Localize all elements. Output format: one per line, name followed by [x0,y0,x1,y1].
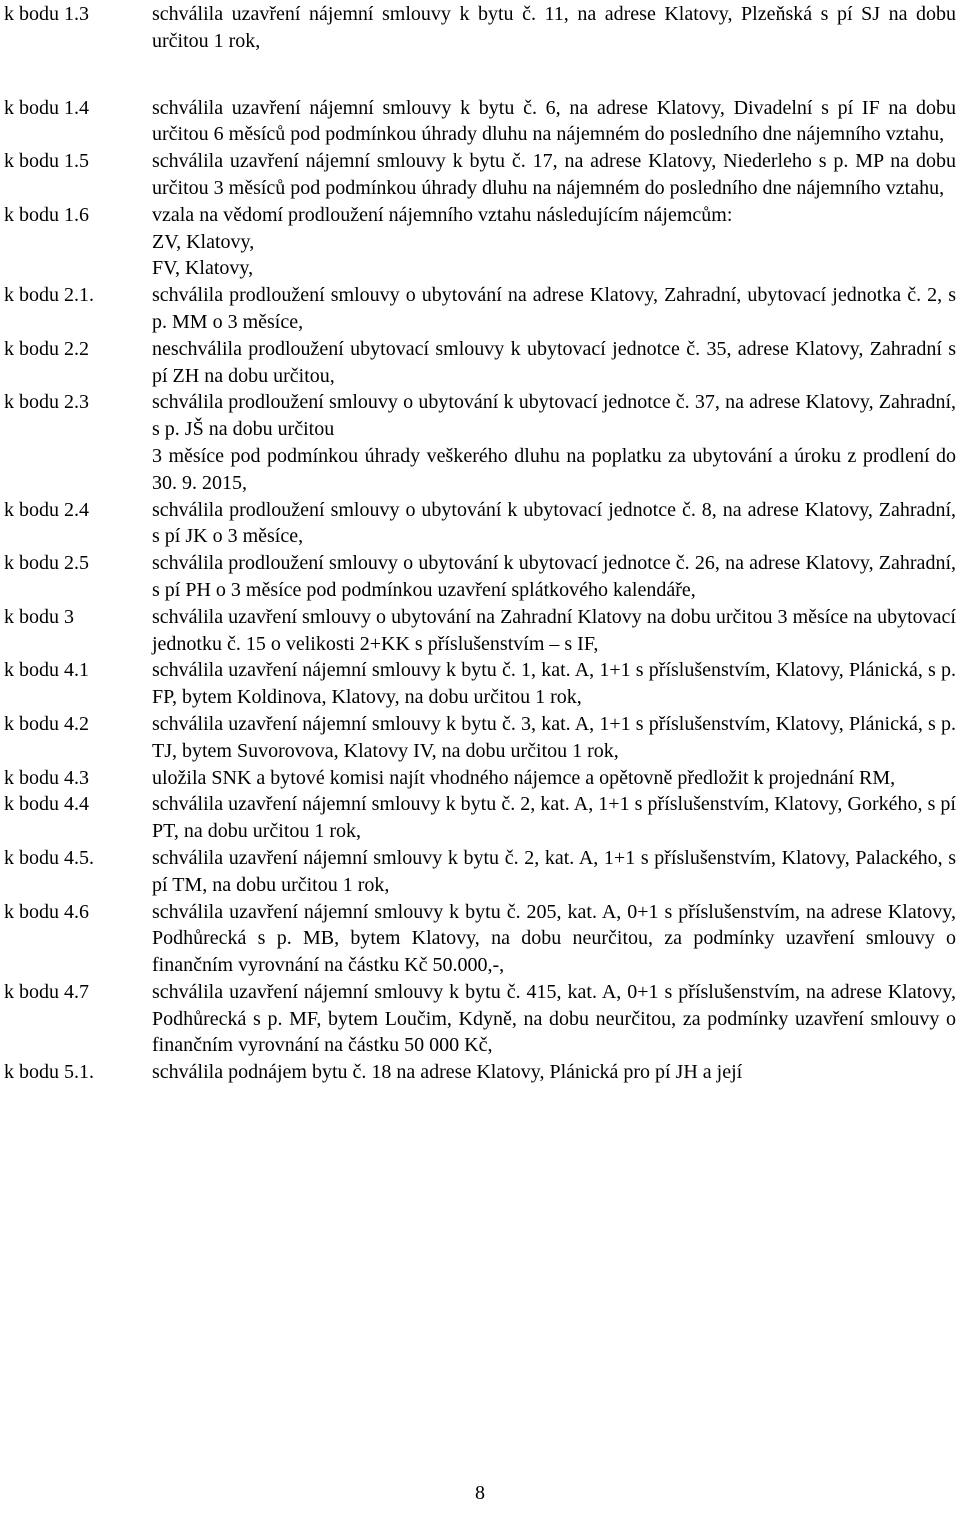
item-label: k bodu 1.3 [4,3,89,25]
item-label: k bodu 2.3 [4,391,89,414]
item-text: schválila uzavření nájemní smlouvy k bytu č. 3, kat. A, 1+1 s příslušenstvím, Klatovy, Plánická, s p. TJ, bytem Suvorovova, Klatovy IV, na dobu určitou 1 rok, [152,712,956,762]
resolution-item-4-3 [4,765,956,792]
resolution-item-2-2 [4,336,956,390]
item-text: schválila uzavření nájemní smlouvy k bytu č. 2, kat. A, 1+1 s příslušenstvím, Klatovy, Gorkého, s pí PT, na dobu určitou 1 rok, [152,793,956,843]
item-text: schválila prodloužení smlouvy o ubytování k ubytovací jednotce č. 26, na adrese Klatovy, Zahradní, s pí PH o 3 měsíce pod podmínkou uzavření splátkového kalendáře, [152,552,956,601]
item-text: schválila uzavření nájemní smlouvy k bytu č. 17, na adrese Klatovy, Niederleho s p. MP na dobu určitou 3 měsíců pod podmínkou úhrady dluhu na nájemném do posledního dne nájemního vztahu, [152,150,956,199]
resolution-item-5-1 [4,1059,956,1086]
item-text: neschválila prodloužení ubytovací smlouvy k ubytovací jednotce č. 35, adrese Klatovy, Zahradní s pí ZH na dobu určitou, [152,337,956,387]
item-label: k bodu 2.2 [4,337,89,360]
item-text: schválila prodloužení smlouvy o ubytování na adrese Klatovy, Zahradní, ubytovací jednotka č. 2, s p. MM o 3 měsíce, [152,284,956,333]
item-label: k bodu 4.7 [4,980,89,1003]
resolution-item-1-6 [4,202,956,282]
item-label: k bodu 4.2 [4,712,89,735]
resolution-item-4-5 [4,845,956,899]
item-text: schválila prodloužení smlouvy o ubytování k ubytovací jednotce č. 37, na adrese Klatovy, Zahradní, s p. JŠ na dobu určitou [152,391,956,441]
page-number: 8 [475,1482,485,1504]
item-label: k bodu 1.6 [4,203,89,226]
item-text-line: FV, Klatovy, [152,257,254,280]
item-label: k bodu 1.5 [4,150,89,173]
item-label: k bodu 4.4 [4,793,89,816]
resolution-item-2-4 [4,497,956,551]
item-text: schválila uzavření nájemní smlouvy k bytu č. 205, kat. A, 0+1 s příslušenstvím, na adrese Klatovy, Podhůrecká s p. MB, bytem Klatovy, na dobu neurčitou, za podmínky uzavření smlouvy o finančním vyrovnání na částku Kč 50.000,-, [152,900,956,977]
resolution-item-4-1 [4,657,956,711]
item-text: schválila uzavření nájemní smlouvy k bytu č. 415, kat. A, 0+1 s příslušenstvím, na adrese Klatovy, Podhůrecká s p. MF, bytem Loučim, Kdyně, na dobu neurčitou, za podmínky uzavření smlouvy o finančním vyrovnání na částku 50 000 Kč, [152,980,956,1057]
resolution-item-2-1 [4,282,956,336]
resolution-item-4-2 [4,711,956,765]
resolution-item-3 [4,604,956,658]
item-text: schválila uzavření nájemní smlouvy k bytu č. 1, kat. A, 1+1 s příslušenstvím, Klatovy, Plánická, s p. FP, bytem Koldinova, Klatovy, na dobu určitou 1 rok, [152,659,956,709]
item-label: k bodu 4.3 [4,766,89,789]
resolution-item-4-6 [4,899,956,979]
item-label: k bodu 2.5 [4,552,89,575]
spacer [4,55,956,95]
resolution-item-4-4 [4,791,956,845]
item-label: k bodu 5.1. [4,1061,94,1084]
item-text: schválila uzavření nájemní smlouvy k bytu č. 11, na adrese Klatovy, Plzeňská s pí SJ na dobu určitou 1 rok, [152,3,956,52]
resolution-item-1-3 [4,1,956,55]
item-text: schválila podnájem bytu č. 18 na adrese Klatovy, Plánická pro pí JH a její [152,1061,743,1084]
item-text-block [152,389,956,496]
item-label: k bodu 2.4 [4,498,89,521]
item-label: k bodu 4.5. [4,846,94,869]
item-label: k bodu 1.4 [4,96,89,119]
resolution-list [4,1,956,1086]
item-text: schválila uzavření nájemní smlouvy k bytu č. 6, na adrese Klatovy, Divadelní s pí IF na dobu určitou 6 měsíců pod podmínkou úhrady dluhu na nájemném do posledního dne nájemního vztahu, [152,96,956,146]
item-text: schválila uzavření nájemní smlouvy k bytu č. 2, kat. A, 1+1 s příslušenstvím, Klatovy, Palackého, s pí TM, na dobu určitou 1 rok, [152,846,956,896]
item-label: k bodu 4.1 [4,659,89,682]
item-label: k bodu 2.1. [4,284,94,307]
item-text-block [152,202,956,282]
item-label: k bodu 4.6 [4,900,89,923]
resolution-item-4-7 [4,979,956,1059]
item-text: uložila SNK a bytové komisi najít vhodného nájemce a opětovně předložit k projednání RM, [152,766,896,789]
item-text-line: ZV, Klatovy, [152,230,255,253]
resolution-item-1-4 [4,95,956,149]
item-text: vzala na vědomí prodloužení nájemního vztahu následujícím nájemcům: [152,203,733,226]
resolution-item-2-3 [4,389,956,496]
item-text: schválila uzavření smlouvy o ubytování na Zahradní Klatovy na dobu určitou 3 měsíce na ubytovací jednotku č. 15 o velikosti 2+KK s příslušenstvím – s IF, [152,605,956,655]
item-text: schválila prodloužení smlouvy o ubytování k ubytovací jednotce č. 8, na adrese Klatovy, Zahradní, s pí JK o 3 měsíce, [152,498,956,548]
item-label: k bodu 3 [4,605,74,628]
resolution-item-2-5 [4,550,956,604]
resolution-item-1-5 [4,148,956,202]
item-text-line: 3 měsíce pod podmínkou úhrady veškerého dluhu na poplatku za ubytování a úroku z prodlení do 30. 9. 2015, [152,444,956,494]
